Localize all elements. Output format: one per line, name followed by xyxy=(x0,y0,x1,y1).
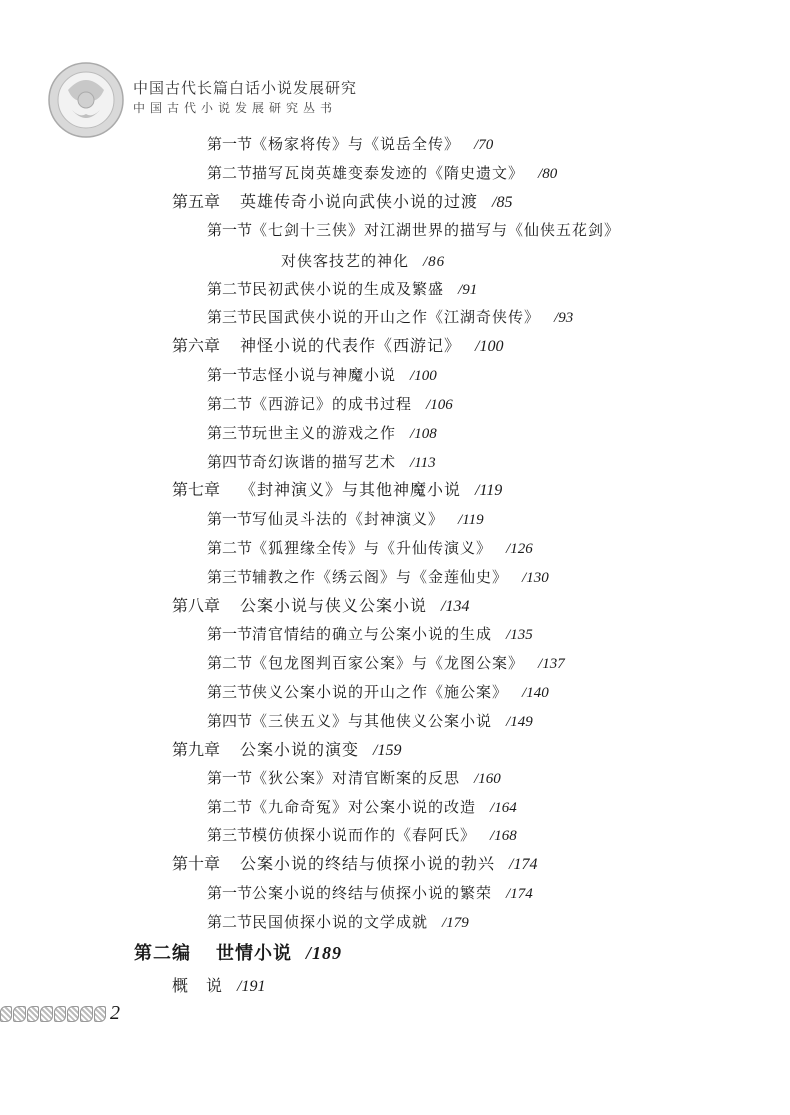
toc-entry-page: /119 xyxy=(475,482,503,499)
toc-section-entry[interactable] xyxy=(207,683,549,702)
toc-entry-page: /85 xyxy=(492,194,513,211)
toc-section-entry[interactable] xyxy=(207,625,533,644)
toc-entry-label: 第三节 xyxy=(207,683,253,701)
toc-entry-page: /100 xyxy=(475,338,504,355)
toc-part-entry[interactable] xyxy=(134,944,342,963)
toc-entry-page: /93 xyxy=(554,310,574,326)
toc-entry-title: 《狄公案》对清官断案的反思 xyxy=(252,769,461,787)
toc-entry-page: /108 xyxy=(410,426,437,442)
toc-section-entry[interactable] xyxy=(207,366,437,385)
toc-entry-page: /179 xyxy=(442,915,469,931)
toc-entry-title: 公案小说的终结与侦探小说的勃兴 xyxy=(240,854,496,873)
toc-entry-label: 第五章 xyxy=(172,192,221,211)
toc-entry-title: 侠义公案小说的开山之作《施公案》 xyxy=(252,683,509,701)
toc-entry-title: 玩世主义的游戏之作 xyxy=(252,424,397,442)
toc-section-entry[interactable] xyxy=(207,568,549,587)
toc-section-entry[interactable] xyxy=(207,654,565,673)
toc-entry-page: /140 xyxy=(522,685,549,701)
toc-entry-page: /160 xyxy=(474,771,501,787)
toc-entry-title: 公案小说与侠义公案小说 xyxy=(240,596,428,615)
series-subtitle: 中国古代小说发展研究丛书 xyxy=(133,101,338,115)
toc-entry-page: /126 xyxy=(506,541,533,557)
toc-entry-label: 第一节 xyxy=(207,366,253,384)
toc-entry-page: /189 xyxy=(306,943,343,963)
toc-overview-entry[interactable] xyxy=(172,977,265,996)
toc-entry-title: 清官情结的确立与公案小说的生成 xyxy=(252,625,493,643)
toc-entry-page: /113 xyxy=(410,455,436,471)
toc-section-entry[interactable] xyxy=(207,798,517,817)
toc-chapter-entry[interactable] xyxy=(172,481,502,500)
toc-entry-page: /86 xyxy=(423,254,446,270)
toc-entry-label: 第二节 xyxy=(207,798,253,816)
toc-entry-title: 描写瓦岗英雄变泰发迹的《隋史遗文》 xyxy=(252,164,525,182)
toc-entry-label: 第四节 xyxy=(207,712,253,730)
toc-chapter-entry[interactable] xyxy=(172,597,469,616)
toc-entry-title: 《七剑十三侠》对江湖世界的描写与《仙侠五花剑》 xyxy=(252,221,621,239)
toc-entry-label: 第三节 xyxy=(207,568,253,586)
toc-entry-page: /149 xyxy=(506,714,533,730)
toc-entry-page: /135 xyxy=(506,627,533,643)
toc-section-entry[interactable] xyxy=(207,280,477,299)
toc-entry-page: /168 xyxy=(490,828,517,844)
toc-section-entry[interactable] xyxy=(207,769,501,788)
toc-section-entry[interactable] xyxy=(207,826,517,845)
toc-chapter-entry[interactable] xyxy=(172,337,503,356)
toc-entry-label: 第四节 xyxy=(207,453,253,471)
series-title: 中国古代长篇白话小说发展研究 xyxy=(133,79,358,97)
toc-entry-title: 写仙灵斗法的《封神演义》 xyxy=(252,510,445,528)
toc-entry-page: /134 xyxy=(441,598,470,615)
toc-entry-page: /137 xyxy=(538,656,565,672)
page-number: 2 xyxy=(110,1002,120,1024)
toc-section-entry[interactable] xyxy=(207,308,573,327)
toc-entry-label: 第一节 xyxy=(207,884,253,902)
toc-entry-title: 概 说 xyxy=(172,976,224,995)
toc-chapter-entry[interactable] xyxy=(172,741,401,760)
toc-entry-page: /91 xyxy=(458,282,478,298)
toc-entry-label: 第九章 xyxy=(172,740,221,759)
toc-section-entry[interactable] xyxy=(207,539,533,558)
toc-entry-label: 第一节 xyxy=(207,625,253,643)
toc-entry-title: 公案小说的演变 xyxy=(240,740,360,759)
toc-section-entry[interactable] xyxy=(207,913,469,932)
toc-entry-page: /106 xyxy=(426,397,453,413)
toc-section-entry[interactable] xyxy=(207,424,437,443)
toc-entry-page: /70 xyxy=(474,137,494,153)
toc-entry-label: 第二编 xyxy=(134,943,191,964)
toc-entry-label: 第二节 xyxy=(207,395,253,413)
toc-section-entry[interactable] xyxy=(207,135,493,154)
toc-section-entry[interactable] xyxy=(207,712,533,731)
toc-entry-page: /119 xyxy=(458,512,484,528)
toc-section-entry[interactable] xyxy=(207,453,436,472)
toc-entry-title: 《西游记》的成书过程 xyxy=(252,395,413,413)
toc-entry-title: 《狐狸缘全传》与《升仙传演义》 xyxy=(252,539,493,557)
toc-entry-page: /174 xyxy=(509,856,538,873)
toc-entry-label: 第二节 xyxy=(207,164,253,182)
toc-section-entry[interactable] xyxy=(207,395,453,414)
toc-entry-label: 第一节 xyxy=(207,510,253,528)
toc-entry-label: 第二节 xyxy=(207,654,253,672)
toc-entry-label: 第六章 xyxy=(172,336,221,355)
toc-entry-page: /130 xyxy=(522,570,549,586)
toc-entry-title: 奇幻诙谐的描写艺术 xyxy=(252,453,397,471)
toc-entry-page: /100 xyxy=(410,368,437,384)
toc-section-entry[interactable] xyxy=(207,221,620,239)
toc-entry-page: /80 xyxy=(538,166,558,182)
toc-entry-title: 英雄传奇小说向武侠小说的过渡 xyxy=(240,192,479,211)
toc-entry-label: 第十章 xyxy=(172,854,221,873)
toc-entry-label: 第二节 xyxy=(207,539,253,557)
toc-entry-title: 志怪小说与神魔小说 xyxy=(252,366,397,384)
toc-entry-page: /164 xyxy=(490,800,517,816)
toc-entry-label: 第二节 xyxy=(207,280,253,298)
toc-entry-label: 第八章 xyxy=(172,596,221,615)
toc-entry-title: 《三侠五义》与其他侠义公案小说 xyxy=(252,712,493,730)
toc-entry-label: 第一节 xyxy=(207,769,253,787)
toc-entry-label: 第三节 xyxy=(207,424,253,442)
toc-entry-title: 《九命奇冤》对公案小说的改造 xyxy=(252,798,477,816)
toc-entry-title: 《包龙图判百家公案》与《龙图公案》 xyxy=(252,654,525,672)
toc-entry-title: 世情小说 xyxy=(216,943,292,964)
toc-entry-label: 第一节 xyxy=(207,221,253,239)
toc-entry-title: 辅教之作《绣云阁》与《金莲仙史》 xyxy=(252,568,509,586)
toc-entry-page: /159 xyxy=(373,742,402,759)
toc-section-entry[interactable] xyxy=(207,164,557,183)
toc-chapter-entry[interactable] xyxy=(172,855,537,874)
toc-entry-title: 模仿侦探小说而作的《春阿氏》 xyxy=(252,826,477,844)
toc-entry-page: /191 xyxy=(237,978,266,995)
toc-entry-label: 第二节 xyxy=(207,913,253,931)
toc-entry-title: 神怪小说的代表作《西游记》 xyxy=(240,336,462,355)
toc-entry-title: 公案小说的终结与侦探小说的繁荣 xyxy=(252,884,493,902)
toc-entry-title: 《杨家将传》与《说岳全传》 xyxy=(252,135,461,153)
toc-entry-title: 民国武侠小说的开山之作《江湖奇侠传》 xyxy=(252,308,541,326)
toc-entry-title: 《封神演义》与其他神魔小说 xyxy=(240,480,462,499)
toc-chapter-entry[interactable] xyxy=(172,193,512,212)
toc-section-entry[interactable] xyxy=(207,884,533,903)
toc-entry-title: 民国侦探小说的文学成就 xyxy=(252,913,429,931)
toc-entry-label: 第三节 xyxy=(207,826,253,844)
toc-entry-label: 第一节 xyxy=(207,135,253,153)
toc-entry-continuation[interactable] xyxy=(281,250,445,271)
toc-section-entry[interactable] xyxy=(207,510,484,529)
toc-entry-title: 民初武侠小说的生成及繁盛 xyxy=(252,280,445,298)
toc-entry-page: /174 xyxy=(506,886,533,902)
toc-entry-title-continued: 对侠客技艺的神化 xyxy=(281,252,410,270)
footer-ornament xyxy=(0,1006,106,1024)
toc-entry-label: 第三节 xyxy=(207,308,253,326)
toc-entry-label: 第七章 xyxy=(172,480,221,499)
